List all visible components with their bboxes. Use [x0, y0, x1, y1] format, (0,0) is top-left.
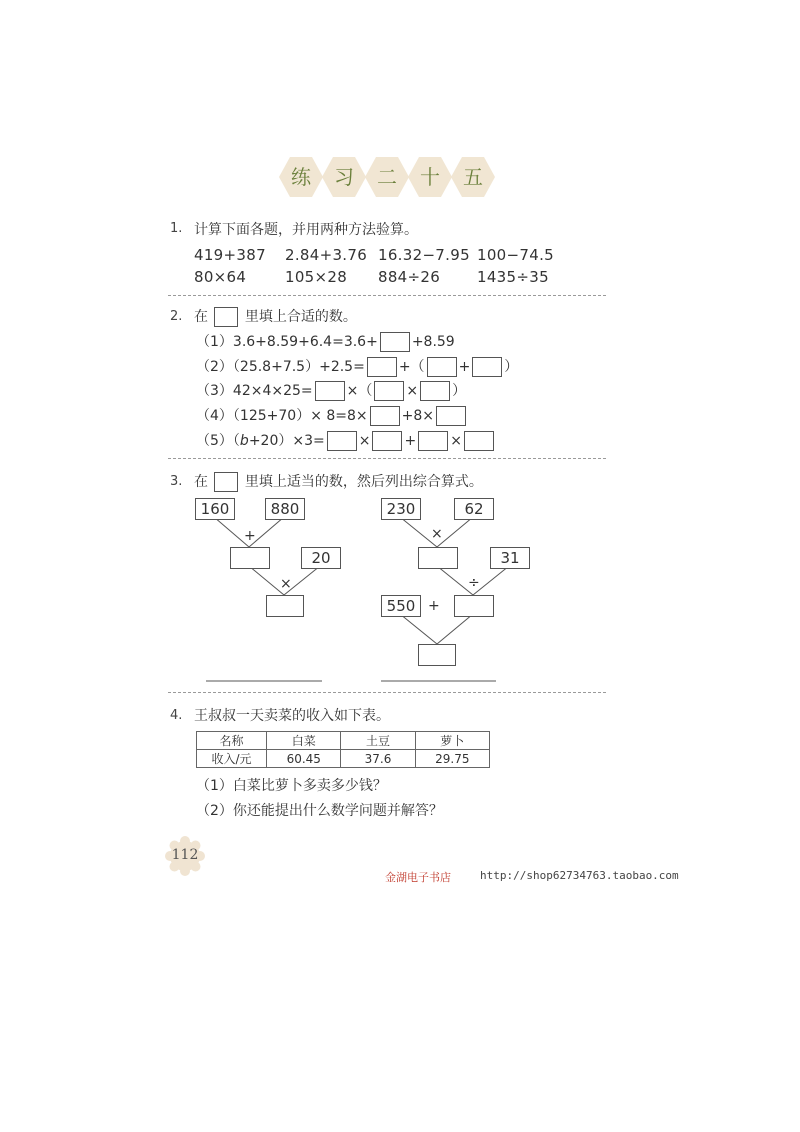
expr-part: ）: [504, 359, 519, 375]
tree2-node-a: 230: [381, 498, 421, 520]
expr-part: ×（: [346, 383, 373, 399]
table-header-cell: 萝卜: [415, 732, 489, 750]
q3-number: 3.: [170, 474, 183, 489]
variable-b: b: [239, 433, 249, 449]
item-label: （5）: [196, 433, 233, 449]
q1-expr: 80×64: [194, 268, 247, 286]
expr-part: ×: [406, 383, 419, 399]
q4-number: 4.: [170, 708, 183, 723]
q1-expr: 1435÷35: [477, 268, 549, 286]
expr-part: +20）×3=: [248, 433, 325, 449]
q2-number: 2.: [170, 309, 183, 324]
expr-part: （25.8+7.5）+2.5=: [232, 359, 365, 375]
table-header-cell: 土豆: [341, 732, 415, 750]
expr-part: ×: [450, 433, 462, 449]
title-char: 二: [377, 165, 397, 189]
item-label: （1）: [196, 334, 233, 350]
tree2-node-b: 62: [454, 498, 494, 520]
expr-part: 42×4×25=: [232, 383, 313, 399]
footer-url[interactable]: http://shop62734763.taobao.com: [480, 869, 679, 882]
title-char: 练: [291, 165, 311, 189]
q4-prompt: 王叔叔一天卖菜的收入如下表。: [194, 708, 390, 724]
q1-expr: 16.32−7.95: [378, 246, 470, 264]
income-table: [196, 731, 490, 768]
tree1-node-b: 880: [265, 498, 305, 520]
expr-part: +: [404, 433, 417, 449]
table-header-cell: 白菜: [267, 732, 341, 750]
tree2-op-divide: ÷: [468, 575, 480, 591]
q1-prompt: 计算下面各题，并用两种方法验算。: [194, 222, 418, 238]
q3-prompt-post: 里填上适当的数，然后列出综合算式。: [244, 474, 483, 490]
q1-expr: 100−74.5: [477, 246, 554, 264]
tree2-op-times: ×: [431, 526, 443, 542]
tree1-op-times: ×: [280, 576, 292, 592]
expr-part: ）: [452, 383, 467, 399]
expr-part: +8×: [401, 408, 435, 424]
expr-part: （125+70）× 8=8×: [232, 408, 368, 424]
tree1-op-plus: +: [244, 528, 256, 544]
tree2-answer-box-2[interactable]: [454, 595, 494, 617]
q1-expr: 419+387: [194, 246, 266, 264]
tree2-node-d: 550: [381, 595, 421, 617]
tree1-node-a: 160: [195, 498, 235, 520]
q4-sub1: （1）白菜比萝卜多卖多少钱？: [196, 778, 387, 794]
q3-prompt-pre: 在: [194, 474, 208, 490]
expr-part: +（: [398, 359, 425, 375]
tree1-answer-box-1[interactable]: [230, 547, 270, 569]
tree2-op-plus: +: [428, 598, 440, 614]
q1-expr: 2.84+3.76: [285, 246, 368, 264]
q4-sub2: （2）你还能提出什么数学问题并解答？: [196, 803, 443, 819]
footer-shop-name: 金湖电子书店: [385, 871, 451, 884]
expr-part: （: [232, 433, 240, 449]
tree1-answer-box-2[interactable]: [266, 595, 304, 617]
table-row: [197, 750, 490, 768]
title-char: 习: [334, 165, 354, 189]
q1-expr: 884÷26: [378, 268, 441, 286]
q2-prompt-post: 里填上合适的数。: [244, 309, 357, 325]
table-cell: 37.6: [341, 750, 415, 768]
tree2-answer-box-1[interactable]: [418, 547, 458, 569]
title-char: 十: [420, 165, 440, 189]
tree2-node-c: 31: [490, 547, 530, 569]
title-char: 五: [463, 165, 483, 189]
item-label: （2）: [196, 359, 233, 375]
q1-number: 1.: [170, 221, 183, 236]
item-label: （3）: [196, 383, 233, 399]
table-cell: 收入/元: [197, 750, 267, 768]
expr-part: +: [458, 359, 471, 375]
expr-part: ×: [358, 433, 371, 449]
expr-part: 3.6+8.59+6.4=3.6+: [232, 334, 378, 350]
q2-prompt-pre: 在: [194, 309, 208, 325]
table-cell: 29.75: [415, 750, 489, 768]
item-label: （4）: [196, 408, 233, 424]
section-divider: [168, 692, 606, 693]
table-cell: 60.45: [267, 750, 341, 768]
table-header-row: [197, 732, 490, 750]
page-number: 112: [171, 847, 199, 863]
expr-part: +8.59: [411, 334, 455, 350]
tree1-node-c: 20: [301, 547, 341, 569]
q1-expr: 105×28: [285, 268, 348, 286]
page-number-badge: [165, 836, 205, 876]
table-header-cell: 名称: [197, 732, 267, 750]
tree2-answer-box-3[interactable]: [418, 644, 456, 666]
